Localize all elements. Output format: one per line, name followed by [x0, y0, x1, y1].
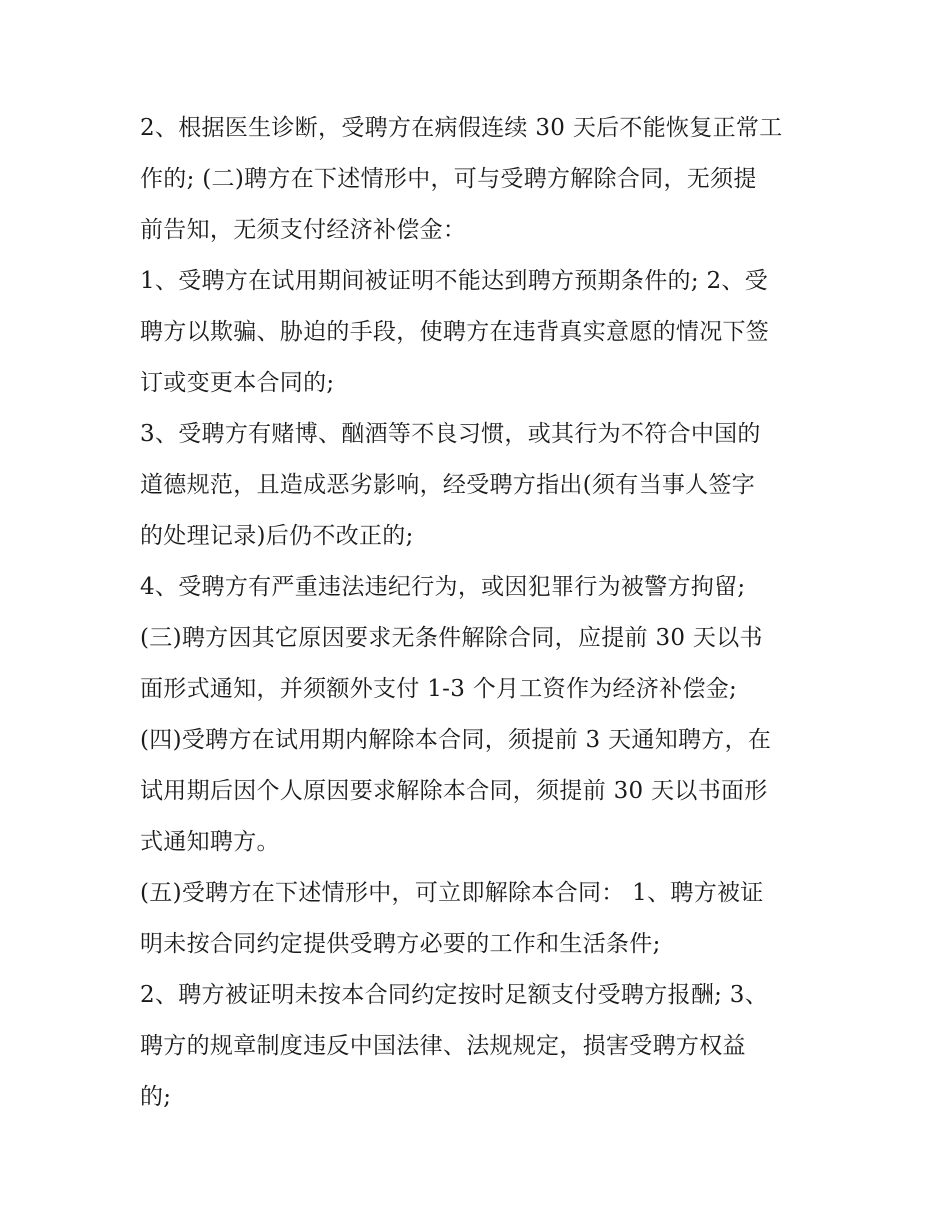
text-line-13: (四)受聘方在试用期内解除本合同，须提前 3 天通知聘方，在: [140, 727, 772, 753]
text-line-6: 订或变更本合同的;: [140, 370, 335, 396]
text-line-4: 1、受聘方在试用期间被证明不能达到聘方预期条件的; 2、受: [140, 268, 769, 294]
text-line-15: 式通知聘方。: [140, 829, 280, 855]
text-line-18: 2、聘方被证明未按本合同约定按时足额支付受聘方报酬; 3、: [140, 982, 769, 1008]
text-line-2: 作的; (二)聘方在下述情形中，可与受聘方解除合同，无须提: [140, 166, 757, 192]
text-line-10: 4、受聘方有严重违法违纪行为，或因犯罪行为被警方拘留;: [140, 574, 746, 600]
text-line-7: 3、受聘方有赌博、酗酒等不良习惯，或其行为不符合中国的: [140, 421, 761, 447]
text-line-5: 聘方以欺骗、胁迫的手段，使聘方在违背真实意愿的情况下签: [140, 319, 770, 345]
document-body: [140, 103, 820, 1123]
text-line-8: 道德规范，且造成恶劣影响，经受聘方指出(须有当事人签字: [140, 472, 756, 498]
text-line-12: 面形式通知，并须额外支付 1-3 个月工资作为经济补偿金;: [140, 676, 738, 702]
text-line-14: 试用期后因个人原因要求解除本合同，须提前 30 天以书面形: [140, 778, 768, 804]
text-line-20: 的;: [140, 1084, 172, 1110]
text-line-1: 2、根据医生诊断，受聘方在病假连续 30 天后不能恢复正常工: [140, 115, 783, 141]
text-line-19: 聘方的规章制度违反中国法律、法规规定，损害受聘方权益: [140, 1033, 746, 1059]
text-line-11: (三)聘方因其它原因要求无条件解除合同，应提前 30 天以书: [140, 625, 763, 651]
text-line-3: 前告知，无须支付经济补偿金：: [140, 217, 467, 243]
text-line-17: 明未按合同约定提供受聘方必要的工作和生活条件;: [140, 931, 661, 957]
text-line-9: 的处理记录)后仍不改正的;: [140, 523, 414, 549]
text-line-16: (五)受聘方在下述情形中，可立即解除本合同： 1、聘方被证: [140, 880, 764, 906]
